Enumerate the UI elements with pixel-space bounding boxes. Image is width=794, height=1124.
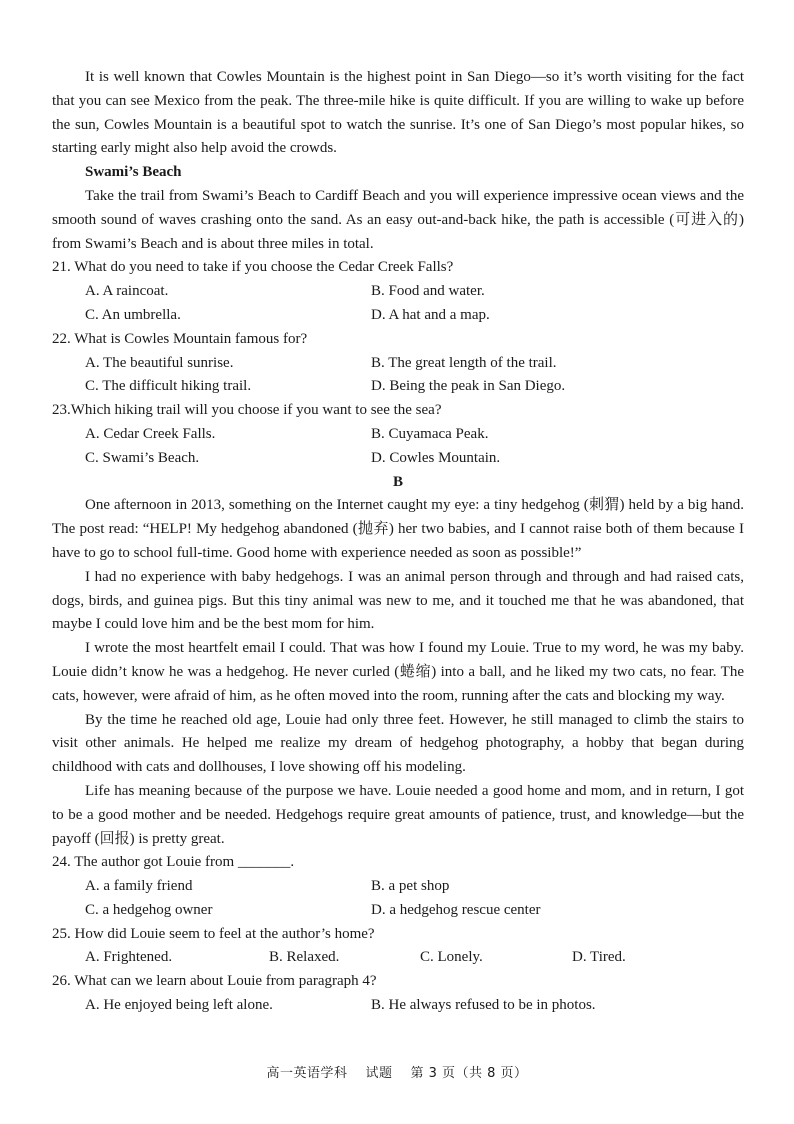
question-stem: 25. How did Louie seem to feel at the author’s home? bbox=[52, 925, 375, 942]
question-21 bbox=[52, 256, 744, 327]
option-b: B. Cuyamaca Peak. bbox=[371, 425, 489, 442]
option-d: D. Tired. bbox=[572, 949, 626, 966]
paragraph-cowles-mountain: It is well known that Cowles Mountain is the highest point in San Diego—so it’s worth visiting for the fact that you can see Mexico from the peak. The three-mile hike is quite difficult. If you are willing to wake up before the sun, Cowles Mountain is a beautiful spot to watch the sunrise. It’s one of San Diego’s most popular hikes, so starting early might also help avoid the crowds. bbox=[52, 69, 744, 157]
option-b: B. a pet shop bbox=[371, 878, 450, 895]
option-a: A. Cedar Creek Falls. bbox=[85, 425, 216, 442]
option-d: D. A hat and a map. bbox=[371, 306, 490, 323]
option-d: D. a hedgehog rescue center bbox=[371, 901, 541, 918]
section-b-label: B bbox=[392, 473, 403, 490]
footer-subject: 高一英语学科 bbox=[266, 1066, 348, 1081]
option-c: C. An umbrella. bbox=[85, 306, 181, 323]
question-24 bbox=[52, 851, 744, 922]
question-stem: 26. What can we learn about Louie from paragraph 4? bbox=[52, 973, 377, 990]
question-stem: 21. What do you need to take if you choose the Cedar Creek Falls? bbox=[52, 259, 454, 276]
options bbox=[52, 875, 744, 923]
option-a: A. He enjoyed being left alone. bbox=[85, 997, 273, 1014]
options bbox=[52, 352, 744, 400]
paragraph-b-1: One afternoon in 2013, something on the Internet caught my eye: a tiny hedgehog (刺猬) held by a big hand. The post read: “HELP! My hedgehog abandoned (抛弃) her two babies, and I cannot raise both of them because I have to go to school full-time. Good home with experience needed as soon as possible!” bbox=[52, 497, 744, 561]
question-stem: 22. What is Cowles Mountain famous for? bbox=[52, 330, 308, 347]
option-a: A. a family friend bbox=[85, 878, 193, 895]
option-b: B. He always refused to be in photos. bbox=[371, 997, 596, 1014]
page-footer bbox=[0, 1062, 794, 1081]
paragraph-b-4: By the time he reached old age, Louie had only three feet. However, he still managed to climb the stairs to visit other animals. He helped me realize my dream of hedgehog photography, a hobby that began during childhood with cats and dollhouses, I love showing off his modeling. bbox=[52, 711, 744, 776]
paragraph-b-2: I had no experience with baby hedgehogs. I was an animal person through and through and had raised cats, dogs, birds, and guinea pigs. But this tiny animal was new to me, and it touched me that he was abandoned, that maybe I could love him and be the best mom for him. bbox=[52, 568, 744, 633]
question-stem: 24. The author got Louie from _______. bbox=[52, 854, 295, 871]
exam-page bbox=[52, 66, 744, 1018]
paragraph-swamis-beach: Take the trail from Swami’s Beach to Cardiff Beach and you will experience impressive ocean views and the smooth sound of waves crashing onto the sand. As an easy out-and-back hike, the path is accessible (可进入的) from Swami’s Beach and is about three miles in total. bbox=[52, 187, 744, 252]
question-26 bbox=[52, 970, 744, 1018]
options bbox=[52, 994, 744, 1018]
option-a: A. A raincoat. bbox=[85, 283, 169, 300]
heading-swamis-beach: Swami’s Beach bbox=[85, 164, 182, 181]
footer-page-number: 第 3 页（共 8 页） bbox=[410, 1066, 528, 1081]
option-b: B. Relaxed. bbox=[269, 949, 340, 966]
options bbox=[52, 280, 744, 328]
option-d: D. Cowles Mountain. bbox=[371, 449, 501, 466]
option-a: A. The beautiful sunrise. bbox=[85, 354, 234, 371]
option-c: C. a hedgehog owner bbox=[85, 901, 213, 918]
option-c: C. Swami’s Beach. bbox=[85, 449, 200, 466]
paragraph-b-3: I wrote the most heartfelt email I could. That was how I found my Louie. True to my word, he was my baby. Louie didn’t know he was a hedgehog. He never curled (蜷缩) into a ball, and he liked my two cats, no fear. The cats, however, were afraid of him, as he often moved into the room, running after the cats and blocking my way. bbox=[52, 640, 744, 704]
options bbox=[52, 946, 744, 970]
question-22 bbox=[52, 328, 744, 399]
paragraph-b-5: Life has meaning because of the purpose we have. Louie needed a good home and mom, and in return, I got to be a good mother and be needed. Hedgehogs require great amounts of patience, trust, and knowledge—but the payoff (回报) is pretty great. bbox=[52, 782, 744, 847]
option-c: C. The difficult hiking trail. bbox=[85, 378, 252, 395]
options bbox=[52, 423, 744, 471]
option-c: C. Lonely. bbox=[420, 949, 483, 966]
option-b: B. The great length of the trail. bbox=[371, 354, 557, 371]
question-23 bbox=[52, 399, 744, 470]
option-d: D. Being the peak in San Diego. bbox=[371, 378, 566, 395]
footer-type: 试题 bbox=[365, 1066, 393, 1081]
question-25 bbox=[52, 923, 744, 971]
option-b: B. Food and water. bbox=[371, 283, 485, 300]
option-a: A. Frightened. bbox=[85, 949, 173, 966]
question-stem: 23.Which hiking trail will you choose if you want to see the sea? bbox=[52, 402, 442, 419]
